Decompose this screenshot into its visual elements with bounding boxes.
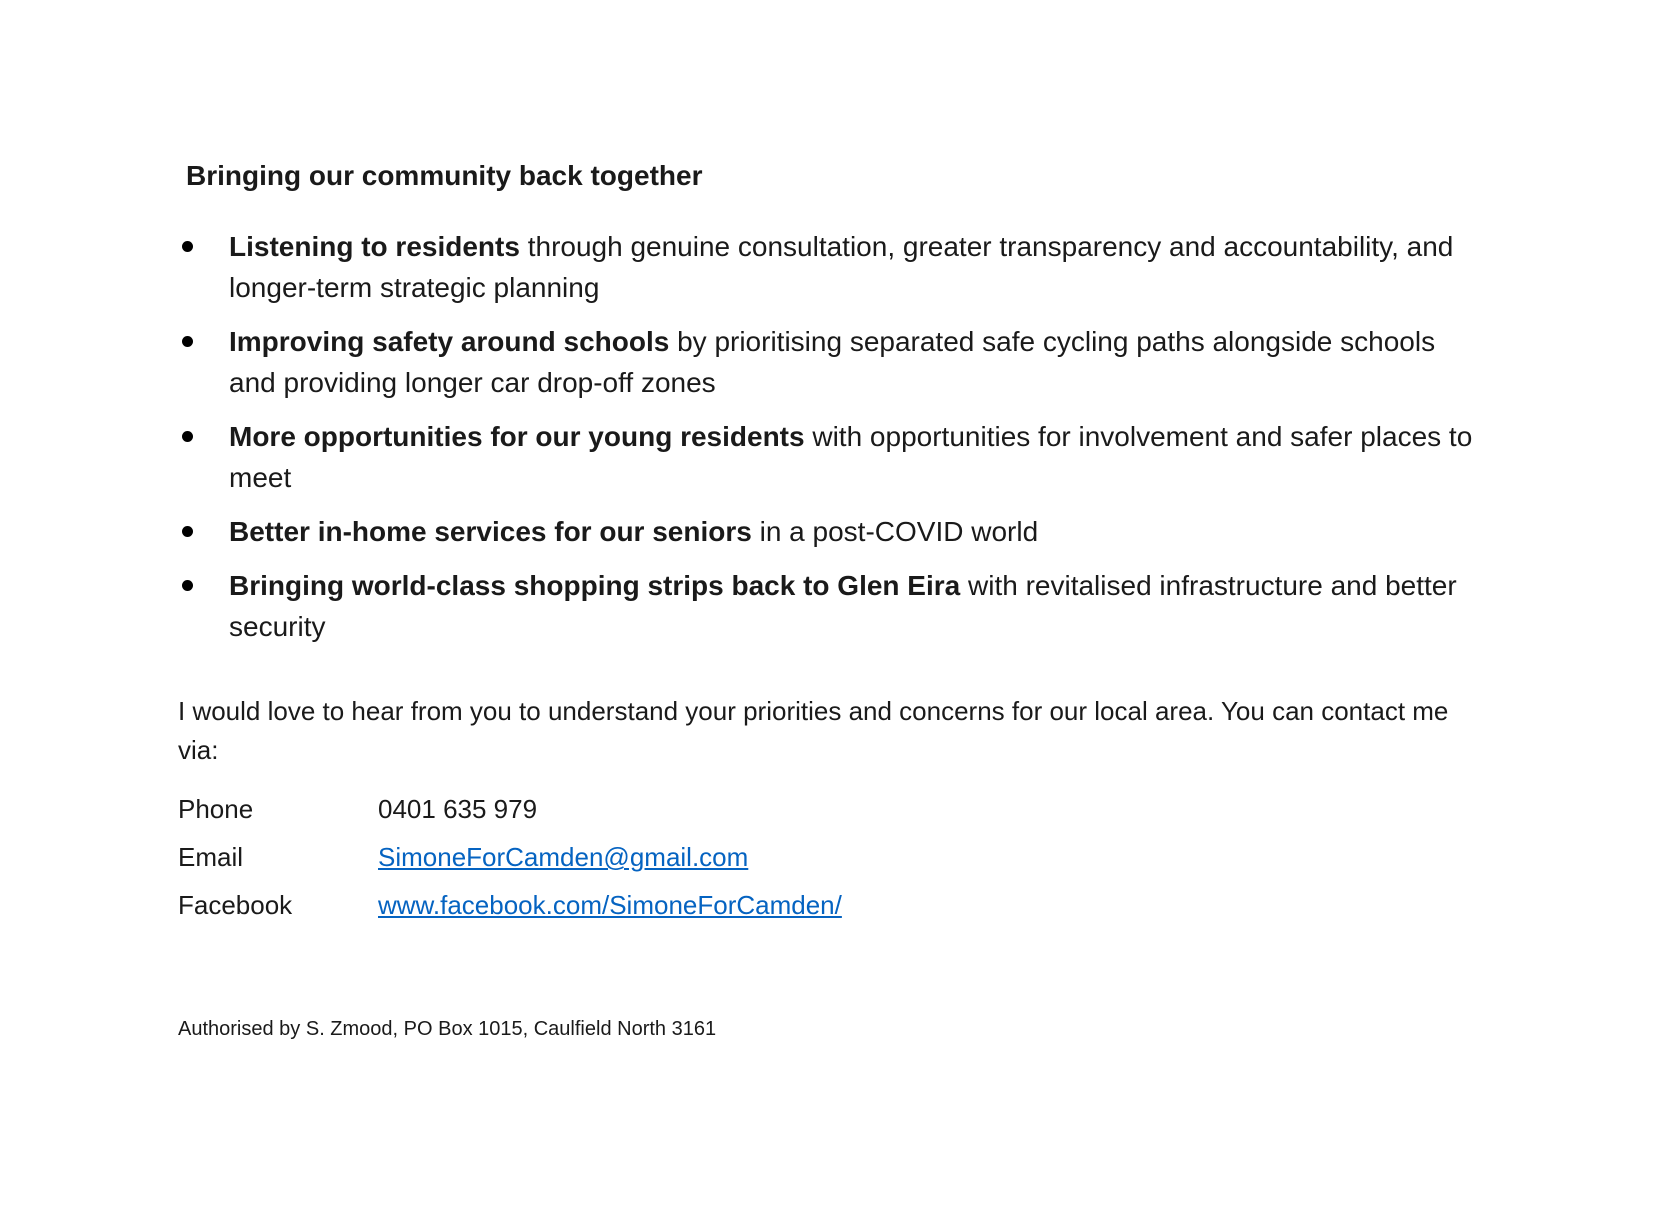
bullet-bold-text: Bringing world-class shopping strips back to Glen Eira	[229, 570, 961, 601]
bullet-dot-icon	[182, 431, 193, 442]
contact-row-phone	[178, 790, 842, 838]
bullet-bold-text: Better in-home services for our seniors	[229, 516, 752, 547]
bullet-text: by prioritising separated safe cycling paths alongside schools and providing longer car drop-off zones	[229, 326, 1436, 398]
facebook-link[interactable]: www.facebook.com/SimoneForCamden/	[378, 890, 842, 920]
priorities-list	[178, 226, 1478, 660]
contact-row-facebook	[178, 886, 842, 934]
facebook-label: Facebook	[178, 890, 293, 920]
bullet-text: in a post-COVID world	[751, 516, 1039, 547]
page-heading: Bringing our community back together	[186, 160, 703, 191]
bullet-dot-icon	[182, 336, 193, 347]
bullet-bold-text: More opportunities for our young residents	[229, 421, 805, 452]
list-item	[178, 511, 1478, 552]
bullet-text: with opportunities for involvement and safer places to meet	[229, 421, 1473, 493]
list-item	[178, 226, 1478, 308]
bullet-dot-icon	[182, 580, 193, 591]
bullet-bold-text: Listening to residents	[229, 231, 520, 262]
phone-label: Phone	[178, 794, 254, 824]
bullet-text: with revitalised infrastructure and better security	[229, 570, 1457, 642]
email-link[interactable]: SimoneForCamden@gmail.com	[378, 842, 749, 872]
list-item	[178, 416, 1478, 498]
list-item	[178, 321, 1478, 403]
bullet-bold-text: Improving safety around schools	[229, 326, 670, 357]
email-label: Email	[178, 842, 244, 872]
contact-intro-paragraph: I would love to hear from you to understand your priorities and concerns for our local area. You can contact me via:	[178, 696, 1449, 765]
bullet-dot-icon	[182, 526, 193, 537]
contact-details	[178, 790, 842, 934]
phone-value: 0401 635 979	[378, 794, 538, 824]
bullet-dot-icon	[182, 241, 193, 252]
authorisation-footer: Authorised by S. Zmood, PO Box 1015, Caulfield North 3161	[178, 1018, 717, 1040]
contact-row-email	[178, 838, 842, 886]
bullet-text: through genuine consultation, greater transparency and accountability, and longer-term strategic planning	[229, 231, 1454, 303]
list-item	[178, 565, 1478, 647]
